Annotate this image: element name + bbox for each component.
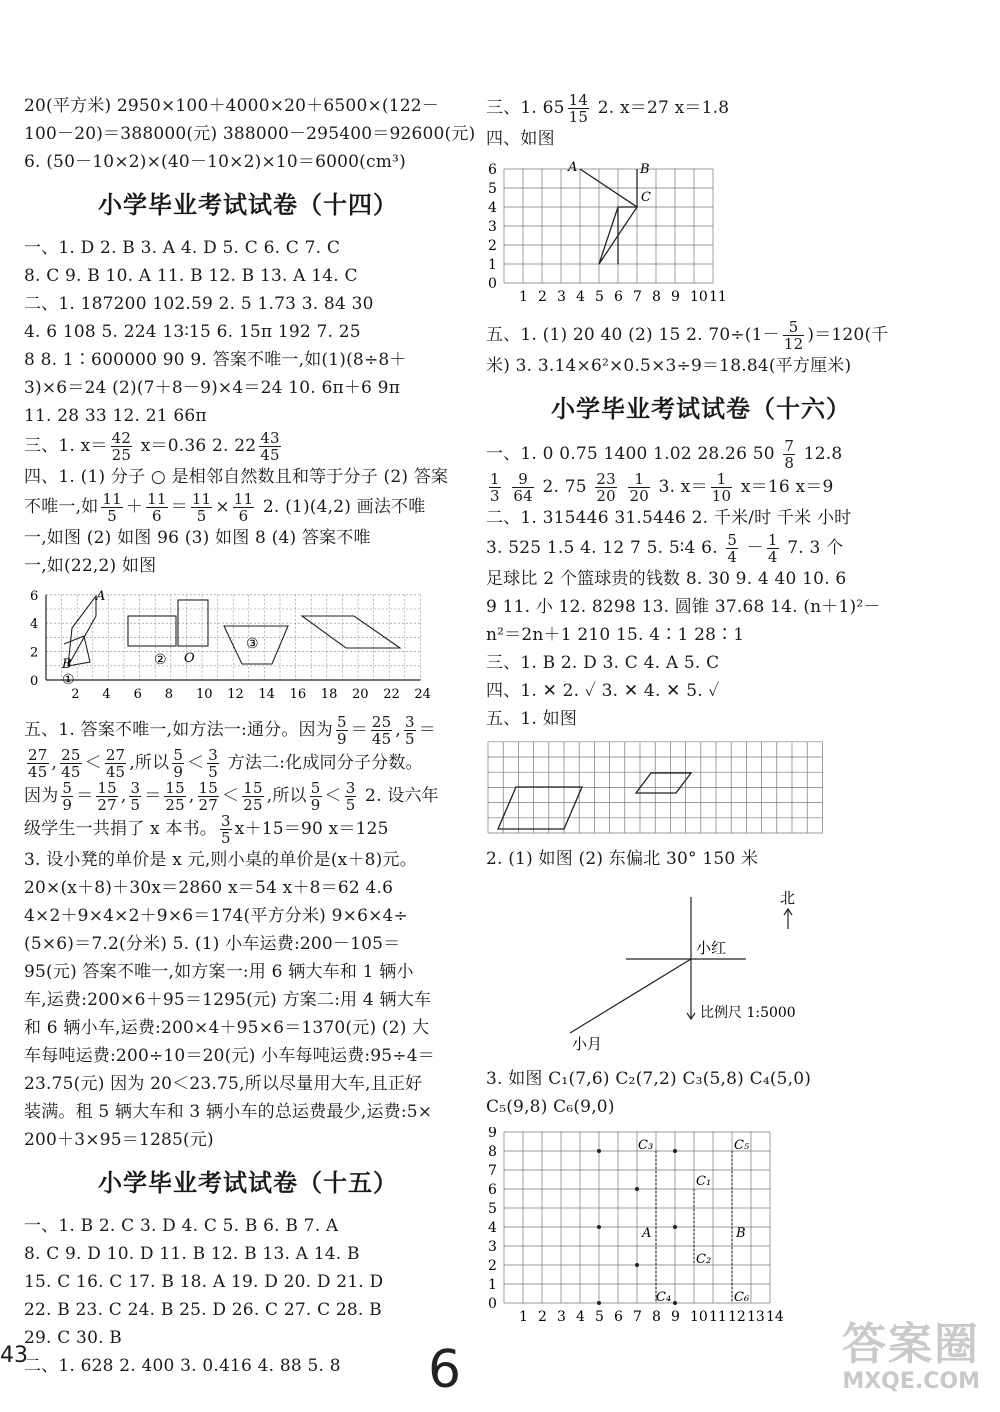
- fraction: $\frac{3}{5}$: [130, 779, 141, 814]
- label-c2: C₂: [696, 1252, 712, 1267]
- label-a: A: [568, 160, 578, 175]
- fraction: $\frac{15}{27}$: [97, 779, 117, 814]
- y-tick-label: 0: [488, 1296, 497, 1312]
- x-tick-label: 6: [614, 289, 623, 305]
- exam-15-title: 小学毕业考试试卷（十五）: [98, 1169, 398, 1197]
- x-tick-label: 2: [71, 687, 80, 702]
- y-tick-label: 4: [488, 1220, 497, 1236]
- label-b: B: [640, 162, 650, 177]
- label-c1: C₁: [696, 1174, 712, 1189]
- right-column: [486, 92, 916, 1337]
- fraction: $\frac{15}{25}$: [165, 779, 185, 814]
- fraction: $\frac{27}{45}$: [28, 746, 48, 781]
- intro-line: 20(平方米) 2950×100＋4000×20＋6500×(122－: [24, 96, 439, 116]
- fraction: $\frac{1}{20}$: [629, 470, 649, 505]
- answer-line: $\frac{1}{3}$ $\frac{9}{64}$ 2. 75 $\frac{23}{20}$ $\frac{1}{20}$ 3. x＝ $\frac{1}{10}$ x＝16 x＝9: [490, 470, 834, 505]
- fraction: $\frac{1}{4}$: [767, 531, 778, 566]
- grid-figure-svg: [24, 586, 444, 704]
- y-tick-label: 7: [488, 1163, 497, 1179]
- x-tick-label: 5: [595, 289, 604, 305]
- x-tick-label: 4: [576, 1309, 585, 1325]
- north-label: 北: [780, 889, 796, 907]
- fraction: $\frac{5}{9}$: [173, 746, 184, 781]
- fraction: $\frac{14}{15}$: [568, 91, 589, 126]
- x-tick-label: 3: [557, 1309, 566, 1325]
- x-tick-label: 14: [766, 1309, 784, 1325]
- x-tick-label: 7: [633, 1309, 642, 1325]
- large-parallelogram: [498, 787, 582, 829]
- answer-line: 一,如图 (2) 如图 96 (3) 如图 8 (4) 答案不唯: [24, 528, 371, 548]
- y-tick-label: 3: [488, 219, 497, 235]
- answer-line: C₅(9,8) C₆(9,0): [486, 1097, 615, 1117]
- answer-line: 8. C 9. D 10. D 11. B 12. B 13. A 14. B: [24, 1244, 360, 1264]
- x-tick-label: 2: [538, 1309, 547, 1325]
- rectangle-shape-two: [128, 616, 176, 646]
- answer-line: 二、1. 315446 31.5446 2. 千米/时 千米 小时: [486, 508, 852, 528]
- y-tick-label: 6: [488, 1182, 497, 1198]
- answer-line: 二、1. 187200 102.59 2. 5 1.73 3. 84 30: [24, 294, 374, 314]
- x-tick-label: 13: [747, 1309, 765, 1325]
- answer-line: 级学生一共捐了 x 本书。 $\frac{3}{5}$ x＋15＝90 x＝125: [24, 812, 389, 847]
- answer-line: 米) 3. 3.14×6²×0.5×3÷9＝18.84(平方厘米): [486, 356, 852, 376]
- label-c5: C₅: [734, 1138, 750, 1153]
- answer-line: 车,运费:200×6＋95＝1295(元) 方案二:用 4 辆大车: [24, 990, 432, 1010]
- intro-line: 6. (50－10×2)×(40－10×2)×10＝6000(cm³): [24, 152, 406, 172]
- y-tick-label: 5: [488, 181, 497, 197]
- x-tick-label: 10: [196, 687, 213, 702]
- xiaoyue-label: 小月: [572, 1035, 603, 1053]
- fraction: $\frac{11}{5}$: [191, 490, 212, 525]
- left-column: [24, 92, 476, 1380]
- answer-line: 8. C 9. B 10. A 11. B 12. B 13. A 14. C: [24, 266, 358, 286]
- answer-line: 因为 $\frac{5}{9}$ ＝ $\frac{15}{27}$ , $\frac{3}{5}$ ＝ $\frac{15}{25}$ , $\frac{15}{27}$ ＜ $\frac{15}{25}$ ,所以 $\frac{5}{9}$ ＜ $\frac{3}{5}$ 2. 设六年: [24, 779, 439, 814]
- y-tick-label: 4: [488, 200, 497, 216]
- answer-line: 8 8. 1∶600000 90 9. 答案不唯一,如(1)(8÷8＋: [24, 350, 407, 370]
- y-tick-label: 6: [30, 588, 39, 604]
- y-tick-label: 3: [488, 1239, 497, 1255]
- answer-line: (5×6)＝7.2(分米) 5. (1) 小车运费:200－105＝: [24, 934, 401, 954]
- answer-line: 2. (1) 如图 (2) 东偏北 30° 150 米: [486, 849, 759, 869]
- fraction: $\frac{11}{6}$: [147, 490, 167, 525]
- label-circle-three: ③: [246, 636, 259, 652]
- exam-14-title: 小学毕业考试试卷（十四）: [98, 191, 398, 219]
- fraction: $\frac{27}{45}$: [105, 746, 126, 781]
- fraction: $\frac{3}{5}$: [208, 746, 219, 781]
- y-tick-label: 2: [30, 645, 39, 661]
- x-tick-label: 20: [352, 687, 369, 702]
- answer-line: 15. C 16. C 17. B 18. A 19. D 20. D 21. D: [24, 1272, 384, 1292]
- x-tick-label: 6: [133, 687, 142, 702]
- answer-line: 一,如(22,2) 如图: [24, 556, 157, 576]
- x-tick-label: 1: [519, 289, 528, 305]
- grid-bottom-svg: [486, 1127, 856, 1327]
- fraction: $\frac{3}{5}$: [221, 812, 231, 847]
- fraction: $\frac{9}{64}$: [513, 470, 533, 505]
- answer-line: 3. 525 1.5 4. 12 7 5. 5∶4 6. $\frac{5}{4}$ － $\frac{1}{4}$ 7. 3 个: [486, 531, 844, 566]
- answer-line: 4. 6 108 5. 224 13∶15 6. 15π 192 7. 25: [24, 322, 361, 342]
- x-tick-label: 2: [538, 289, 547, 305]
- x-tick-label: 7: [633, 289, 642, 305]
- exam-16-title: 小学毕业考试试卷（十六）: [551, 395, 851, 423]
- y-tick-label: 0: [30, 674, 39, 689]
- grid-point: [597, 1149, 601, 1153]
- answer-line: 3. 如图 C₁(7,6) C₂(7,2) C₃(5,8) C₄(5,0): [486, 1069, 812, 1089]
- fraction: $\frac{7}{8}$: [784, 437, 795, 472]
- direction-line: [570, 959, 691, 1033]
- parallelogram-grid-svg: [486, 739, 846, 835]
- fraction: $\frac{42}{25}$: [111, 429, 132, 464]
- coordinate-grid-top: [486, 159, 916, 313]
- answer-line: 五、1. 答案不唯一,如方法一:通分。因为 $\frac{5}{9}$ ＝ $\frac{25}{45}$ , $\frac{3}{5}$ ＝: [24, 713, 436, 748]
- label-o: O: [184, 651, 195, 666]
- x-tick-label: 8: [652, 289, 661, 305]
- answer-line: 22. B 23. C 24. B 25. D 26. C 27. C 28. B: [24, 1300, 382, 1320]
- x-tick-label: 14: [258, 687, 275, 702]
- answer-line: 3)×6＝24 (2)(7＋8－9)×4＝24 10. 6π＋6 9π: [24, 378, 401, 398]
- answer-line: $\frac{27}{45}$ , $\frac{25}{45}$ ＜ $\frac{27}{45}$ ,所以 $\frac{5}{9}$ ＜ $\frac{3}{5}$ 方法二:化成同分子分数。: [28, 746, 423, 781]
- direction-map-figure: [486, 879, 916, 1059]
- x-tick-label: 18: [320, 687, 338, 702]
- x-tick-label: 3: [557, 289, 566, 305]
- fraction: $\frac{3}{5}$: [405, 713, 415, 748]
- x-tick-label: 1: [519, 1309, 528, 1325]
- coordinate-grid-bottom: [486, 1127, 916, 1331]
- x-tick-label: 11: [709, 289, 727, 305]
- parallelogram-shape: [302, 616, 400, 648]
- fraction: $\frac{5}{9}$: [336, 713, 347, 748]
- x-tick-label: 24: [414, 687, 431, 702]
- x-tick-label: 16: [289, 687, 307, 702]
- fraction: $\frac{25}{45}$: [371, 713, 392, 748]
- answer-line: 29. C 30. B: [24, 1328, 122, 1348]
- answer-line: 三、1. x＝ $\frac{42}{25}$ x＝0.36 2. 22 $\frac{43}{45}$: [24, 429, 280, 464]
- intro-line: 100－20)＝388000(元) 388000－295400＝92600(元): [24, 124, 476, 144]
- answer-line: 4×2＋9×4×2＋9×6＝174(平方分米) 9×6×4÷: [24, 906, 408, 926]
- parallelogram-grid-figure: [486, 739, 916, 839]
- answer-line: 五、1. (1) 20 40 (2) 15 2. 70÷(1－ $\frac{5}{12}$ )＝120(千: [486, 318, 889, 353]
- x-tick-label: 9: [671, 289, 680, 305]
- y-tick-label: 1: [488, 1277, 497, 1293]
- label-b: B: [62, 657, 72, 672]
- answer-line: 20×(x＋8)＋30x＝2860 x＝54 x＋8＝62 4.6: [24, 878, 394, 898]
- answer-line: 装满。租 5 辆大车和 3 辆小车的总运费最少,运费:5×: [24, 1102, 433, 1122]
- fraction: $\frac{15}{25}$: [243, 779, 263, 814]
- y-tick-label: 8: [488, 1144, 497, 1160]
- grid-point: [673, 1225, 677, 1229]
- label-c3: C₃: [638, 1138, 654, 1153]
- label-c6: C₆: [734, 1290, 750, 1305]
- grid-point: [635, 1187, 639, 1191]
- answer-line: 二、1. 628 2. 400 3. 0.416 4. 88 5. 8: [24, 1356, 341, 1376]
- grid-point: [673, 1301, 677, 1305]
- answer-line: 四、如图: [486, 129, 555, 149]
- fraction: $\frac{11}{5}$: [102, 490, 122, 525]
- answer-line: 9 11. 小 12. 8298 13. 圆锥 37.68 14. (n＋1)²－: [486, 597, 881, 617]
- xiaohong-label: 小红: [696, 939, 727, 957]
- quadrilateral-shape: [68, 596, 96, 666]
- y-tick-label: 5: [488, 1201, 497, 1217]
- label-circle-one: ①: [62, 672, 75, 688]
- fraction: $\frac{5}{4}$: [727, 531, 738, 566]
- label-circle-two: ②: [154, 652, 167, 668]
- answer-line: 23.75(元) 因为 20＜23.75,所以尽量用大车,且正好: [24, 1074, 423, 1094]
- label-c: C: [641, 190, 651, 205]
- grid-point: [673, 1149, 677, 1153]
- x-tick-label: 9: [671, 1309, 680, 1325]
- y-tick-label: 6: [488, 162, 497, 178]
- x-tick-label: 12: [227, 687, 244, 702]
- x-tick-label: 12: [728, 1309, 746, 1325]
- y-tick-label: 1: [488, 257, 497, 273]
- answer-line: 三、1. B 2. D 3. C 4. A 5. C: [486, 653, 720, 673]
- fraction: $\frac{11}{6}$: [233, 490, 254, 525]
- label-b: B: [736, 1226, 746, 1241]
- answer-line: 车每吨运费:200÷10＝20(元) 小车每吨运费:95÷4＝: [24, 1046, 435, 1066]
- y-tick-label: 0: [488, 276, 497, 292]
- fraction: $\frac{3}{5}$: [345, 779, 356, 814]
- coordinate-grid-figure: [24, 586, 472, 708]
- fraction: $\frac{5}{9}$: [310, 779, 321, 814]
- answer-line: 四、1. (1) 分子 ○ 是相邻自然数且和等于分子 (2) 答案: [24, 467, 449, 487]
- grid-point: [597, 1225, 601, 1229]
- watermark: 答案圈 MXQE.COM: [842, 1319, 980, 1394]
- fraction: $\frac{43}{45}$: [260, 429, 280, 464]
- answer-line: 三、1. 65 $\frac{14}{15}$ 2. x＝27 x＝1.8: [486, 91, 730, 126]
- small-parallelogram: [636, 773, 691, 793]
- answer-line: 95(元) 答案不唯一,如方案一:用 6 辆大车和 1 辆小: [24, 962, 414, 982]
- answer-line: 五、1. 如图: [486, 709, 578, 729]
- direction-map-svg: [486, 879, 816, 1055]
- fraction: $\frac{5}{12}$: [783, 318, 804, 353]
- answer-line: 和 6 辆小车,运费:200×4＋95×6＝1370(元) (2) 大: [24, 1018, 430, 1038]
- answer-line: n²＝2n＋1 210 15. 4∶1 28∶1: [486, 625, 745, 645]
- y-tick-label: 4: [30, 617, 39, 633]
- x-tick-label: 4: [102, 687, 111, 702]
- scale-label: 比例尺 1:5000: [700, 1005, 796, 1021]
- y-tick-label: 2: [488, 238, 497, 254]
- answer-line: 200＋3×95＝1285(元): [24, 1130, 214, 1150]
- y-tick-label: 9: [488, 1127, 497, 1141]
- answer-line: 3. 设小凳的单价是 x 元,则小桌的单价是(x＋8)元。: [24, 850, 417, 870]
- answer-line: 四、1. ✕ 2. ✓ 3. ✕ 4. ✕ 5. ✓: [486, 681, 720, 701]
- fraction: $\frac{15}{27}$: [198, 779, 219, 814]
- label-c4: C₄: [656, 1290, 672, 1305]
- answer-line: 一、1. D 2. B 3. A 4. D 5. C 6. C 7. C: [24, 238, 341, 258]
- fraction: $\frac{1}{3}$: [490, 470, 500, 505]
- fraction: $\frac{1}{10}$: [711, 470, 732, 505]
- label-a: A: [642, 1226, 652, 1241]
- answer-line: 一、1. 0 0.75 1400 1.02 28.26 50 $\frac{7}{8}$ 12.8: [486, 437, 843, 472]
- grid-top-svg: [486, 159, 816, 309]
- x-tick-label: 10: [690, 1309, 708, 1325]
- handwritten-mark: 6: [428, 1340, 462, 1400]
- answer-line: 足球比 2 个篮球贵的钱数 8. 30 9. 4 40 10. 6: [486, 569, 847, 589]
- x-tick-label: 22: [383, 687, 400, 702]
- label-a: A: [96, 589, 106, 604]
- x-tick-label: 11: [709, 1309, 727, 1325]
- answer-line: 不唯一,如 $\frac{11}{5}$ ＋ $\frac{11}{6}$ ＝ $\frac{11}{5}$ × $\frac{11}{6}$ 2. (1)(4,2) 画法不唯: [24, 490, 426, 525]
- answer-line: 一、1. B 2. C 3. D 4. C 5. B 6. B 7. A: [24, 1216, 339, 1236]
- answer-line: 11. 28 33 12. 21 66π: [24, 406, 207, 426]
- x-tick-label: 8: [652, 1309, 661, 1325]
- grid-point: [597, 1301, 601, 1305]
- x-tick-label: 10: [690, 289, 708, 305]
- fraction: $\frac{25}{45}$: [61, 746, 81, 781]
- x-tick-label: 6: [614, 1309, 623, 1325]
- x-tick-label: 4: [576, 289, 585, 305]
- grid-point: [635, 1263, 639, 1267]
- fraction: $\frac{5}{9}$: [62, 779, 73, 814]
- fraction: $\frac{23}{20}$: [596, 470, 616, 505]
- y-tick-label: 2: [488, 1258, 497, 1274]
- page-number: 43: [0, 1343, 28, 1368]
- x-tick-label: 8: [164, 687, 174, 702]
- x-tick-label: 5: [595, 1309, 604, 1325]
